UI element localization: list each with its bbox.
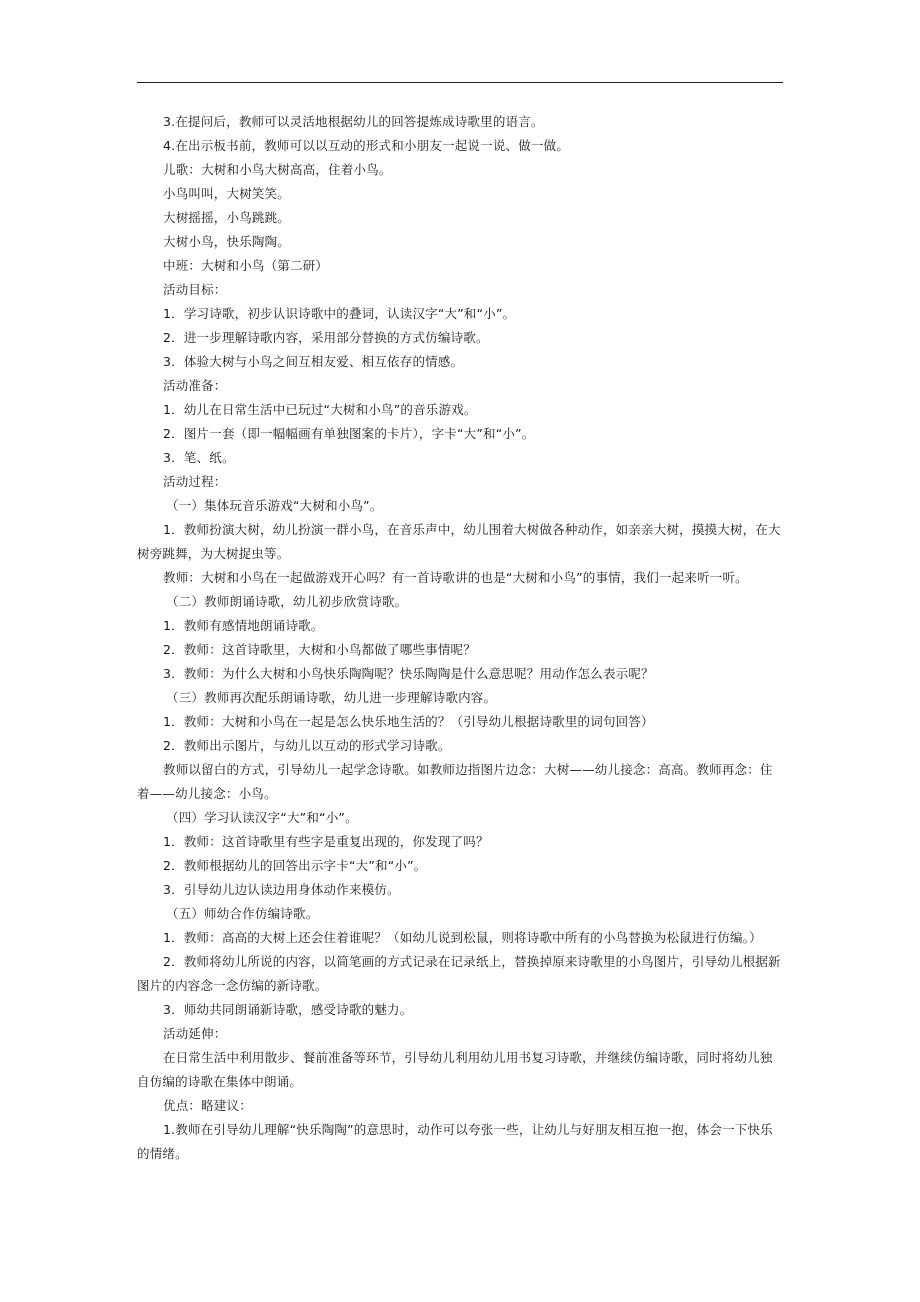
header-rule	[137, 82, 783, 83]
list-item: 3．教师：为什么大树和小鸟快乐陶陶呢？快乐陶陶是什么意思呢？用动作怎么表示呢？	[163, 666, 654, 681]
section-heading: 活动延伸：	[163, 1026, 227, 1041]
sub-heading: （一）集体玩音乐游戏“大树和小鸟”。	[166, 498, 383, 513]
list-item: 1．教师：大树和小鸟在一起是怎么快乐地生活的？（引导幼儿根据诗歌里的词句回答）	[163, 714, 654, 729]
paragraph: 大树小鸟，快乐陶陶。	[163, 234, 291, 249]
paragraph: 教师以留白的方式，引导幼儿一起学念诗歌。如教师边指图片边念：大树——幼儿接念：高高。教师再念：住着——幼儿接念：小鸟。	[137, 762, 773, 801]
sub-heading: （四）学习认读汉字“大”和“小”。	[166, 810, 358, 825]
list-item: 3．笔、纸。	[163, 450, 235, 465]
sub-heading: （二）教师朗诵诗歌，幼儿初步欣赏诗歌。	[166, 594, 408, 609]
list-item: 2．教师根据幼儿的回答出示字卡“大”和“小”。	[163, 858, 427, 873]
paragraph: 教师：大树和小鸟在一起做游戏开心吗？有一首诗歌讲的也是“大树和小鸟”的事情，我们一起来听一听。	[163, 570, 748, 585]
list-item: 1．幼儿在日常生活中已玩过“大树和小鸟”的音乐游戏。	[163, 402, 477, 417]
section-heading: 活动过程：	[163, 474, 227, 489]
list-item: 2．图片一套（即一幅幅画有单独图案的卡片），字卡“大”和“小”。	[163, 426, 535, 441]
section-heading: 活动准备：	[163, 378, 227, 393]
list-item: 1．教师：高高的大树上还会住着谁呢？（如幼儿说到松鼠，则将诗歌中所有的小鸟替换为松鼠进行仿编。）	[163, 930, 762, 945]
list-item: 3．引导幼儿边认读边用身体动作来模仿。	[163, 882, 400, 897]
list-item: 1．教师扮演大树，幼儿扮演一群小鸟，在音乐声中，幼儿围着大树做各种动作，如亲亲大树，摸摸大树，在大树旁跳舞，为大树捉虫等。	[137, 522, 781, 561]
section-heading: 中班：大树和小鸟（第二研）	[163, 258, 329, 273]
list-item: 2．教师：这首诗歌里，大树和小鸟都做了哪些事情呢？	[163, 642, 476, 657]
list-item: 1．学习诗歌，初步认识诗歌中的叠词，认读汉字“大”和“小”。	[163, 306, 516, 321]
sub-heading: （五）师幼合作仿编诗歌。	[166, 906, 319, 921]
document-body	[137, 110, 785, 1166]
list-item: 1.教师在引导幼儿理解“快乐陶陶”的意思时，动作可以夸张一些，让幼儿与好朋友相互抱一抱，体会一下快乐的情绪。	[137, 1122, 773, 1161]
list-item: 2．进一步理解诗歌内容，采用部分替换的方式仿编诗歌。	[163, 330, 489, 345]
section-heading: 活动目标：	[163, 282, 227, 297]
paragraph: 在日常生活中利用散步、餐前准备等环节，引导幼儿利用幼儿用书复习诗歌，并继续仿编诗歌，同时将幼儿独自仿编的诗歌在集体中朗诵。	[137, 1050, 773, 1089]
paragraph: 3.在提问后，教师可以灵活地根据幼儿的回答提炼成诗歌里的语言。	[163, 114, 544, 129]
list-item: 2．教师出示图片，与幼儿以互动的形式学习诗歌。	[163, 738, 451, 753]
paragraph: 儿歌：大树和小鸟大树高高，住着小鸟。	[163, 162, 392, 177]
paragraph: 4.在出示板书前，教师可以以互动的形式和小朋友一起说一说、做一做。	[163, 138, 570, 153]
list-item: 1．教师有感情地朗诵诗歌。	[163, 618, 324, 633]
paragraph: 优点：略建议：	[163, 1098, 252, 1113]
paragraph: 小鸟叫叫，大树笑笑。	[163, 186, 291, 201]
paragraph: 大树摇摇，小鸟跳跳。	[163, 210, 291, 225]
list-item: 1．教师：这首诗歌里有些字是重复出现的，你发现了吗？	[163, 834, 489, 849]
list-item: 3．师幼共同朗诵新诗歌，感受诗歌的魅力。	[163, 1002, 413, 1017]
list-item: 3．体验大树与小鸟之间互相友爱、相互依存的情感。	[163, 354, 464, 369]
list-item: 2．教师将幼儿所说的内容，以简笔画的方式记录在记录纸上，替换掉原来诗歌里的小鸟图片，引导幼儿根据新图片的内容念一念仿编的新诗歌。	[137, 954, 781, 993]
sub-heading: （三）教师再次配乐朗诵诗歌，幼儿进一步理解诗歌内容。	[166, 690, 497, 705]
